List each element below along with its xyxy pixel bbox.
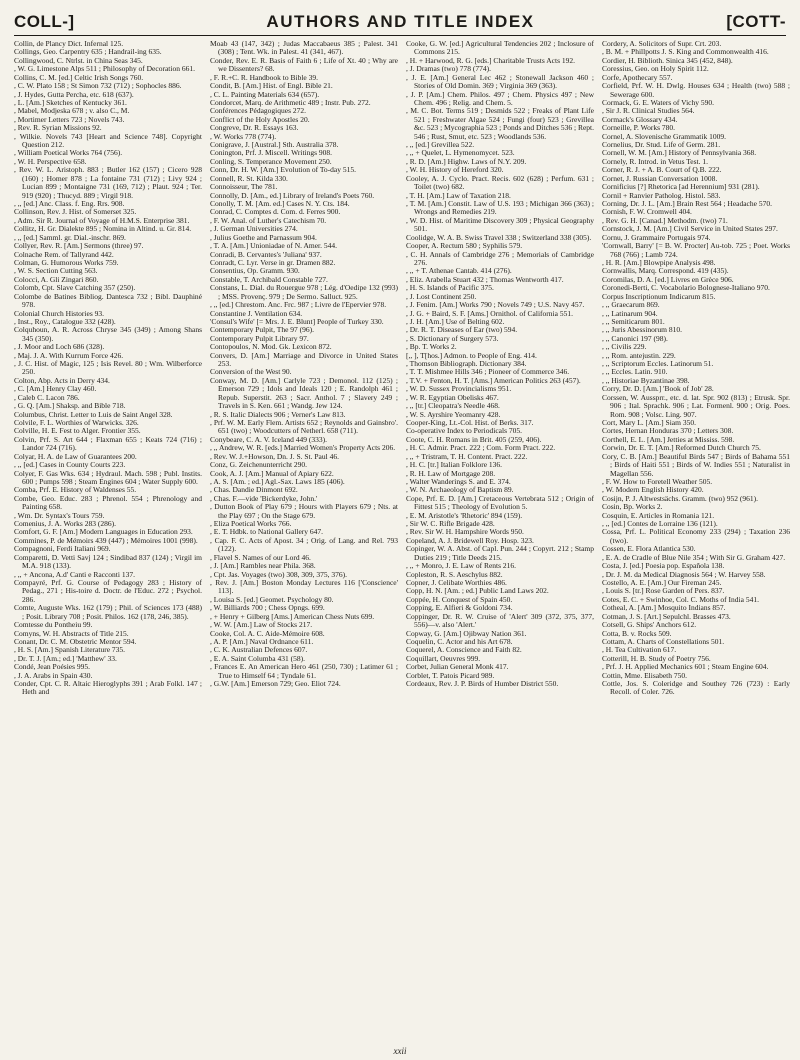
index-entry: Conradi, B. Cervantes's 'Juliana' 937. [210, 249, 322, 259]
index-entry: , Mortimer Letters 723 ; Novels 743. [14, 114, 125, 124]
index-entry: Copp, H. N. [Am. ; ed.] Public Land Laws 202. [406, 586, 549, 596]
index-entry: Colton, Abp. Acts in Derry 434. [14, 375, 110, 385]
index-entry: , C. L. Painting Materials 634 (657). [210, 89, 320, 99]
index-entry: , Rev. J. [Am.] Boston Monday Lectures 116 ['Conscience' 113]. [210, 578, 398, 596]
index-entry: Cornwallis, Marq. Correspond. 419 (435). [602, 266, 729, 276]
index-entry: Cosin, Bp. Works 2. [602, 502, 663, 512]
index-entry: , R. S. Italic Dialects 906 ; Verner's Law 813. [210, 409, 346, 419]
index-entry: , ,, Civilis 229. [602, 342, 647, 352]
index-entry: Comparetti, D. Vetti Savj 124 ; Sindibad 837 (124) ; Virgil im M.A. 918 (133). [14, 552, 202, 571]
index-entry: Convers, D. [Am.] Marriage and Divorce in United States 253. [210, 350, 398, 369]
index-entry: Condé, Jean Poésies 995. [14, 662, 91, 672]
index-entry: , Dutton Book of Play 679 ; Hours with Players 679 ; Nts. at the Play 697 ; On the Stage 679. [210, 502, 398, 520]
index-entry: , ,, Andrew, W. R. [eds.] Married Women's Property Acts 206. [210, 443, 396, 453]
index-entry: Cotman, J. S. [Art.] Sepulchl. Brasses 473. [602, 611, 731, 621]
header-left: COLL-] [14, 12, 75, 31]
index-entry: , F. W. How to Foretell Weather 505. [602, 476, 713, 486]
index-entry: , G.W. [Am.] Emerson 729; Geo. Eliot 724. [210, 679, 341, 689]
index-entry: , Prf. W. M. Early Flem. Artists 652 ; Reynolds and Gainsbro'. 651 (two) ; Woodcutters of Netherl. 658 (711). [210, 417, 398, 436]
index-entry: Condorcet, Marq. de Arithmetic 489 ; Instr. Pub. 272. [210, 97, 371, 107]
index-entry: , Rev. Sir W. H. Hampshire Words 950. [406, 527, 524, 537]
index-entry: , T. T. Mishmee Hills 346 ; Pioneer of Commerce 346. [406, 367, 570, 377]
index-entry: , Flavel S. Names of our Lord 46. [210, 552, 311, 562]
index-entry: , ,, [ed.] Anc. Class. f. Eng. Rrs. 908. [14, 199, 125, 209]
index-entry: Co-operative Index to Periodicals 705. [406, 426, 523, 436]
index-entry: , C. H. Annals of Cambridge 276 ; Memorials of Cambridge 276. [406, 249, 594, 267]
index-entry: Corwin, Dr. E. T. [Am.] Reformed Dutch Church 75. [602, 443, 761, 453]
index-entry: Copleston, R. S. Aeschylus 882. [406, 569, 503, 579]
index-entry: Cornelius, Dr. Stud. Life of Germ. 281. [602, 140, 721, 150]
index-entry: Cossa, Prf. L. Political Economy 233 (294) ; Taxation 236 (two). [602, 527, 790, 545]
index-entry: , ,, [ed.] Grevillea 522. [406, 140, 475, 150]
index-entry: , Eliz. Arabella Stuart 432 ; Thomas Wentworth 417. [406, 274, 564, 284]
index-entry: Cornell, W. M. [Am.] History of Pennsylvania 368. [602, 148, 757, 158]
index-entry: Congreve, Dr. R. Essays 163. [210, 123, 299, 133]
index-entry: , Rev. G. H. [Canad.] Methodm. (two) 71. [602, 215, 728, 225]
index-entry: 'Consul's Wife' [= Mrs. J. E. Blunt] People of Turkey 330. [210, 316, 384, 326]
index-entry: , F. R.+C. R. Handbook to Bible 39. [210, 72, 319, 82]
index-entry: Colnache Rem. of Tallyrand 442. [14, 249, 114, 259]
index-entry: Consentius, Op. Gramm. 930. [210, 266, 300, 276]
index-entry: , J. German Universities 274. [210, 224, 298, 234]
index-entry: , L. [Am.] Sketches of Kentucky 361. [14, 97, 127, 107]
index-entry: Corssen, W. Aussprr., etc. d. lat. Spr. 902 (813) ; Etrusk. Spr. 906 ; Ital. Sprachk. 906 ; Lat. Formenl. 900 ; Orig. Poes. Rom. 908 ; Volsc. Ling. 907. [602, 392, 790, 419]
index-entry: Compagnoni, Ferdi Italiani 969. [14, 544, 111, 554]
index-entry: , Bp. T. Works 2. [406, 342, 457, 352]
index-entry: , ,, Historiae Byzantinae 398. [602, 375, 690, 385]
index-entry: Collings, Geo. Carpentry 635 ; Handrail-ing 635. [14, 47, 162, 57]
index-entry: , A. P. [Am.] Naval Ordnance 611. [210, 636, 314, 646]
index-entry: Colomb, Cpt. Slave Catching 357 (250). [14, 283, 136, 293]
index-entry: Cornificius [?] Rhetorica [ad Herennium] 931 (281). [602, 182, 760, 192]
index-entry: Costello, A. E. [Am.] Our Fireman 245. [602, 578, 722, 587]
index-entry: Colyer, F. Gas Wks. 634 ; Hydraul. Mach. 598 ; Publ. Instits. 600 ; Pumps 598 ; Steam Engines 604 ; Water Supply 600. [14, 468, 202, 486]
index-entry: , ,, Canonici 197 (98). [602, 333, 668, 343]
index-entry: Collinson, Rev. J. Hist. of Somerset 325. [14, 207, 137, 217]
index-entry: Cottle, Jos. S. Coleridge and Southey 726 (723) : Early Recoll. of Coler. 726. [602, 679, 790, 697]
page-number: xxii [393, 1046, 407, 1056]
index-entry: , S. Dictionary of Surgery 573. [406, 333, 499, 343]
index-entry: Colquhoun, A. R. Across Chryse 345 (349) ; Among Shans 345 (350). [14, 325, 202, 343]
index-entry: Copway, G. [Am.] Ojibway Nation 361. [406, 628, 527, 638]
index-entry: Condit, B. [Am.] Hist. of Engl. Bible 21. [210, 81, 333, 91]
index-entry: Cooke, Col. A. C. Aide-Mémoire 608. [210, 628, 325, 638]
index-entry: , ,, + Quelet, L. Hymenomycet. 523. [406, 148, 515, 158]
index-entry: Coolidge, W. A. B. Swiss Travel 338 ; Switzerland 338 (305). [406, 232, 592, 242]
index-entry: , C. [Am.] Henry Clay 460. [14, 384, 97, 394]
index-entry: Conant, Dr. C. M. Obstetric Mentor 594. [14, 636, 137, 646]
index-entry: , J. A. Arabs in Spain 430. [14, 670, 93, 680]
index-entry: , E. A. Saint Columba 431 (58). [210, 653, 305, 663]
index-entry: , J. Hydes, Gutta Percha, etc. 618 (637). [14, 89, 134, 99]
index-entry: , ,, Graecarum 869. [602, 300, 660, 310]
index-entry: , W. S. Ayrshire Yeomanry 428. [406, 409, 501, 419]
index-entry: Cornish, F. W. Cromwell 404. [602, 207, 692, 217]
index-entry: , Chas. F.—vide 'Bickerdyke, John.' [210, 493, 318, 503]
index-entry: Contemporary Pulpit Library 97. [210, 333, 309, 343]
index-entry: Conférences Pédagogiques 272. [210, 106, 307, 116]
index-entry: Cormack, G. E. Waters of Vichy 590. [602, 97, 714, 107]
index-entry: Cornet, J. Russian Conversation 1008. [602, 173, 718, 183]
index-entry: , Wilkie. Novels 743 [Heart and Science 748]. Copyright Question 212. [14, 131, 202, 150]
index-entry: Corneille, P. Works 780. [602, 123, 676, 133]
index-entry: , B. M. + Phillpotts J. S. King and Commonwealth 416. [602, 47, 769, 57]
index-entry: Comenius, J. A. Works 283 (286). [14, 519, 116, 529]
index-entry: , Caleb C. Lacon 786. [14, 392, 80, 402]
index-entry: Copner, J. Celibate Worthies 486. [406, 578, 507, 587]
index-entry: Contopoulos, N. Mod. Gk. Lexicon 872. [210, 342, 332, 352]
index-entry: Constable, T. Archibald Constable 727. [210, 274, 328, 284]
index-entry: Colocci, A. Gli Zingari 860. [14, 274, 99, 284]
index-entry: , H. R. [Am.] Blowpipe Analysis 498. [602, 257, 716, 267]
index-entry: , + Henry + Gilberg [Ams.] American Chess Nuts 699. [210, 611, 375, 621]
index-entry: Connolly, D. [Am., ed.] Library of Ireland's Poets 760. [210, 190, 375, 200]
index-entry: , J. E. [Am.] General Lec 462 ; Stonewall Jackson 460 ; Stories of Old Domin. 369 ; Virginia 369 (363). [406, 72, 594, 91]
index-entry: , Dr. T. J. [Am.; ed.] 'Matthew' 33. [14, 653, 117, 663]
index-entry: Corthell, E. L. [Am.] Jetties at Mississ. 598. [602, 434, 735, 444]
index-entry: Colonial Church Histories 93. [14, 308, 104, 318]
index-entry: Cotes, E. C. + Swinhoe, Col. C. Moths of India 541. [602, 594, 759, 604]
index-entry: , W. Works 778 (774). [210, 131, 277, 141]
index-entry: Cossen, E. Flora Atlantica 530. [602, 544, 696, 554]
index-entry: , E. M. Aristotle's 'Rhetoric' 894 (159). [406, 510, 523, 520]
index-entry: Corner, R. J. + A. B. Court of Q.B. 222. [602, 165, 722, 175]
index-entry: , M. C. Bot. Terms 519 ; Desmids 522 ; Freaks of Plant Life 521 ; Freshwater Algae 524 ; Fungi (four) 523 ; Grevillea &c. 523 ; Mycographia 523 ; Ponds and Ditches 536 ; Rept. 546 ; Rust, Smut, etc. 523 ; Woodlands 536. [406, 106, 594, 141]
index-entry: , J. Lost Continent 250. [406, 291, 477, 301]
index-entry: Conder, Cpt. C. R. Altaic Hieroglyphs 391 ; Arab Folkl. 147 ; Heth and [14, 679, 202, 697]
index-entry: Coote, C. H. Romans in Brit. 405 (259, 406). [406, 434, 542, 444]
index-entry: , E. T. Hdbk. to National Gallery 647. [210, 527, 324, 537]
index-entry: , Dr. R. T. Diseases of Ear (two) 594. [406, 325, 518, 335]
index-entry: , R. H. Law of Mortgage 208. [406, 468, 496, 478]
index-entry: Combe, Geo. Educ. 283 ; Phrenol. 554 ; Phrenology and Painting 658. [14, 493, 202, 512]
index-columns [14, 40, 790, 1040]
index-entry: , Mabel, Modjeska 678 ; v. also C., M. [14, 106, 130, 116]
index-entry: , H. C. Admir. Pract. 222 ; Com. Form Pract. 222. [406, 443, 556, 453]
index-entry: , Adm. Sir R. Journal of Voyage of H.M.S. Enterprise 381. [14, 215, 190, 225]
index-entry: Conflict of the Holy Apostles 20. [210, 114, 310, 124]
index-entry: Contemporary Pulpit, The 97 (96). [210, 325, 315, 335]
index-entry: Coressius, Geo. on Holy Spirit 112. [602, 64, 709, 74]
index-entry: , Dr. J. M. da Medical Diagnosis 564 ; W. Harvey 558. [602, 569, 766, 579]
index-entry: , W. H. History of Hereford 320. [406, 165, 504, 175]
index-entry: , T. H. [Am.] Law of Taxation 218. [406, 190, 511, 200]
index-entry: Commines, P. de Mémoirs 439 (447) ; Mémoires 1001 (998). [14, 535, 198, 545]
index-entry: Cordeaux, Rev. J. P. Birds of Humber District 550. [406, 679, 559, 689]
index-entry: Cottin, Mme. Elisabeth 750. [602, 670, 687, 680]
index-entry: Cooper, A. Rectum 580 ; Syphilis 579. [406, 241, 523, 251]
index-entry: , T. M. [Am.] Constit. Law of U.S. 193 ; Michigan 366 (363) ; Wrongs and Remedies 219. [406, 199, 594, 217]
index-entry: Moab 43 (147, 342) ; Judas Maccabaeus 385 ; Palest. 341 (308) ; Tent. Wk. in Palest. 41 (341, 467). [210, 40, 398, 57]
index-column-3 [406, 40, 594, 1040]
index-entry: Conradt, C. Lyr. Verse in gr. Dramen 882. [210, 257, 336, 267]
index-entry: Conversion of the West 90. [210, 367, 292, 377]
index-entry: , ,, [ed.] Contes de Lorraine 136 (121). [602, 519, 718, 529]
index-entry: Cortes, Hernan Honduras 370 ; Letters 308. [602, 426, 734, 436]
index-entry: , Louis S. [tr.] Rose Garden of Pers. 837. [602, 586, 725, 596]
index-entry: , Sir W. C. Rifle Brigade 428. [406, 519, 495, 529]
index-entry: Corpus Inscriptionum Indicarum 815. [602, 291, 716, 301]
index-entry: Cordier, H. Biblioth. Sinica 345 (452, 848). [602, 55, 733, 65]
index-entry: Corbet, Julian General Monk 417. [406, 662, 509, 672]
index-entry: Cornstock, J. M. [Am.] Civil Service in United States 297. [602, 224, 778, 234]
index-entry: , W. S. Section Cutting 563. [14, 266, 98, 276]
index-entry: , H. S. Islands of Pacific 375. [406, 283, 494, 293]
index-entry: Coppinger, Dr. R. W. Cruise of 'Alert' 309 (372, 375, 377, 556)—v. also 'Alert.' [406, 611, 594, 630]
index-entry: Cope, Prf. E. D. [Am.] Cretaceous Vertebrata 512 ; Origin of Fittest 515 ; Theology of Evolution 5. [406, 493, 594, 512]
index-entry: , Prf. J. H. Applied Mechanics 601 ; Steam Engine 604. [602, 662, 769, 672]
index-entry: Conling, S. Temperance Movement 250. [210, 156, 332, 166]
index-entry: Cotta, B. v. Rocks 509. [602, 628, 672, 638]
index-entry: , Sir J. R. Clinical Studies 564. [602, 106, 695, 116]
index-entry: Connell, R. St. Kilda 330. [210, 173, 288, 183]
index-entry: Coquelin, C. Actor and his Art 678. [406, 636, 513, 646]
index-entry: , W. N. Archaeology of Baptism 89. [406, 485, 514, 495]
index-entry: Comba, Prf. E. History of Waldenses 55. [14, 485, 137, 495]
index-entry: Conigrave, J. [Austral.] Sth. Australia 378. [210, 140, 339, 150]
index-entry: , W. W. [Am.] Law of Stocks 217. [210, 620, 313, 630]
index-entry: Colyar, H. A. de Law of Guarantees 200. [14, 451, 137, 461]
index-entry: , W. Modern English History 420. [602, 485, 704, 495]
index-entry: , W. D. Sussex Provincialisms 951. [406, 384, 512, 394]
index-entry: , ,, Latinarum 904. [602, 308, 658, 318]
index-entry: Cotterill, H. B. Study of Poetry 756. [602, 653, 711, 663]
index-entry: , J. [Am.] Rambles near Phila. 368. [210, 561, 316, 571]
index-entry: , Cpt. Jas. Voyages (two) 308, 309, 375, 376). [210, 569, 348, 579]
index-entry: , A. S. [Am. ; ed.] Agl.-Sax. Laws 185 (406). [210, 476, 345, 486]
header-right: [COTT- [726, 12, 786, 31]
index-column-2 [210, 40, 398, 1040]
index-entry: , W. G. Limestone Alps 511 ; Philosophy of Decoration 661. [14, 64, 195, 74]
index-entry: , Wm. Dr. Syntax's Tours 759. [14, 510, 105, 520]
index-entry: Cook, A. J. [Am.] Manual of Apiary 622. [210, 468, 334, 478]
index-entry: , Rev. W. L. Aristoph. 883 ; Butler 162 (157) ; Cicero 928 (160) ; Homer 878 ; La fontaine 731 (712) ; Livy 924 ; Lucian 899 ; Montaigne 731 (169, 712) ; Plaut. 924 ; Ter. 919 (920) ; Thucyd. 889 ; Virgil 918. [14, 165, 202, 200]
index-entry: Coquillart, Oeuvres 999. [406, 653, 481, 663]
index-entry: , J. C. Hist. of Magic, 125 ; Isis Revel. 80 ; Wm. Wilberforce 250. [14, 359, 202, 377]
index-entry: Cory, C. B. [Am.] Beautiful Birds 547 ; Birds of Bahama 551 ; Birds of Haiti 551 ; Birds of W. Indies 551 ; Naturalist in Magellan 556. [602, 451, 790, 478]
index-entry: Columbus, Christ. Letter to Luis de Saint Angel 328. [14, 409, 173, 419]
index-entry: , Rev. R. Syrian Missions 92. [14, 123, 102, 133]
index-entry: Cordery, A. Solicitors of Supr. Crt. 203. [602, 40, 722, 48]
index-entry: Cornil + Ranvier Patholog. Histol. 583. [602, 190, 721, 200]
index-entry: , Louisa S. [ed.] Geomet. Psychology 80. [210, 594, 334, 604]
index-entry: Copeland, A. J. Bridewell Roy. Hosp. 323. [406, 535, 534, 545]
index-entry: Conolly, T. M. [Am. ed.] Cases N. Y. Cts. 184. [210, 199, 350, 209]
index-entry: , ,, + Ancona, A.d' Canti e Racconti 137. [14, 569, 135, 579]
index-entry: , W. H. Perspective 658. [14, 156, 87, 166]
index-entry: , ,, Eccles. Latin. 910. [602, 367, 668, 377]
index-entry: Corfe, Apothecary 557. [602, 72, 673, 82]
index-entry: Conder, Rev. E. R. Basis of Faith 6 ; Life of Xt. 40 ; Why are we Dissenters? 68. [210, 55, 398, 74]
index-entry: , C. K. Australian Defences 607. [210, 645, 308, 655]
index-entry: , Julius Goethe and Parnassum 904. [210, 232, 317, 242]
index-entry: Conn, Dr. H. W. [Am.] Evolution of To-day 515. [210, 165, 356, 175]
index-entry: , J. Dramas (two) 778 (774). [406, 64, 491, 74]
index-entry: , F. W. Anal. of Luther's Catechism 70. [210, 215, 327, 225]
index-entry: , ,, [ed.] Cases in County Courts 223. [14, 460, 126, 470]
index-entry: 'Cornwall, Barry' [= B. W. Procter] Au-tob. 725 ; Poet. Works 768 (766) ; Lamb 724. [602, 241, 790, 259]
index-entry: , Thomson Bibliograph. Dictionary 384. [406, 359, 527, 369]
index-entry: Copinger, W. A. Abst. of Capl. Pun. 244 ; Copyrt. 212 ; Stamp Duties 219 ; Title Deeds 215. [406, 544, 594, 562]
index-entry: , ,, Juris Abessinorum 810. [602, 325, 683, 335]
index-entry: Costa, J. [ed.] Poesia pop. Española 138. [602, 561, 725, 571]
index-entry: Colvile, F. L. Worthies of Warwicks. 326. [14, 417, 139, 427]
index-entry: Conrad, C. Comptes d. Com. d. Ferres 900. [210, 207, 341, 217]
index-entry: Compayré, Prf. G. Course of Pedagogy 283 ; History of Pedag., 271 ; His-toire d. Doctr. de l'Educ. 272 ; Psychol. 286. [14, 578, 202, 604]
index-entry: , H. + Harwood, R. G. [eds.] Charitable Trusts Acts 192. [406, 55, 576, 65]
index-entry: Collin, de Plancy Dict. Infernal 125. [14, 40, 124, 48]
index-entry: , W. Billiards 700 ; Chess Opngs. 699. [210, 603, 325, 613]
index-entry: Comte, Auguste Wks. 162 (179) ; Phil. of Sciences 173 (488) ; Posit. Library 708 ; Posit. Philos. 162 (178, 246, 385). [14, 603, 202, 621]
index-entry: , J. Fenim. [Am.] Works 790 ; Novels 749 ; U.S. Navy 457. [406, 300, 585, 310]
index-entry: Colvin, Prf. S. Art 644 ; Flaxman 655 ; Keats 724 (716) ; Landor 724 (716). [14, 434, 202, 453]
index-entry: Corry, Dr. D. [Am.] 'Book of Job' 28. [602, 384, 714, 394]
index-entry: Cotheal, A. [Am.] Mosquito Indians 857. [602, 603, 726, 613]
index-entry: , Frances E. An American Hero 461 (250, 730) ; Latimer 61 ; True to Himself 64 ; Tyndale 61. [210, 662, 398, 680]
index-entry: , T. A. [Am.] Unioniadae of N. Amer. 544. [210, 241, 337, 251]
index-entry: , Inst., Roy., Catalogue 332 (428). [14, 316, 116, 326]
index-entry: Constans, L. Dial. du Rouergue 978 ; Lég. d'Oedipe 132 (993) ; MSS. Provenç. 979 ; De Sermo. Salluct. 925. [210, 283, 398, 301]
index-entry: , J. P. [Am.] Chem. Philos. 497 ; Chem. Physics 497 ; New Chem. 496 ; Relig. and Chem. 5. [406, 89, 594, 107]
index-entry: Cornel, A. Slovenische Grammatik 1009. [602, 131, 726, 141]
index-entry: Cormack's Glossary 434. [602, 114, 678, 124]
index-entry: , ,, [ed.] Samml. gr. Dial.-inschr. 869. [14, 232, 126, 242]
index-entry: Cornu, J. Grammaire Portugais 974. [602, 232, 711, 242]
index-entry: Conington, Prf. J. Miscell. Writings 908. [210, 148, 333, 158]
index-entry: , Maj. J. A. With Kurrum Force 426. [14, 350, 124, 360]
index-entry: Collingwood, C. Ntrlst. in China Seas 345. [14, 55, 143, 65]
index-entry: , ,, [tr.] Cleopatra's Needle 468. [406, 401, 500, 411]
index-entry: Cort, Mary L. [Am.] Siam 350. [602, 417, 696, 427]
index-entry: , ,, + T. Athenae Cantab. 414 (276). [406, 266, 512, 276]
index-entry: , ,, Scriptorum Eccles. Latinorum 51. [602, 359, 714, 369]
index-entry: , William Poetical Works 764 (756). [14, 148, 123, 158]
index-entry: Comfort, G. F. [Am.] Modern Languages in Education 293. [14, 527, 193, 537]
index-entry: Cooper-King, Lt.-Col. Hist. of Berks. 317. [406, 417, 534, 427]
index-entry: Cornely, R. Introd. in Vetus Test. 1. [602, 156, 708, 166]
index-entry: , H. Tea Cultivation 617. [602, 645, 677, 655]
index-entry: Corblet, T. Patois Picard 989. [406, 670, 495, 680]
index-entry: Collins, C. M. [ed.] Celtic Irish Songs 760. [14, 72, 144, 82]
index-entry: Colombe de Batines Bibliog. Dantesca 732 ; Bibl. Dauphiné 978. [14, 291, 202, 310]
index-entry: , Walter Wanderings S. and E. 374. [406, 476, 511, 486]
index-entry: Cotsell, G. Ships' Anchors 612. [602, 620, 697, 630]
index-entry: Comyns, W. H. Abstracts of Title 215. [14, 628, 129, 638]
index-entry: Cooley, A. J. Cyclo. Pract. Recis. 602 (628) ; Perfum. 631 ; Toilet (two) 682. [406, 173, 594, 192]
index-entry: , T.V. + Fenton, H. T. [Ams.] American Politics 263 (457). [406, 375, 581, 385]
index-entry: , E. A. de Cradle of Blue Nile 354 ; With Sir G. Graham 427. [602, 552, 786, 562]
index-entry: Connoisseur, The 781. [210, 182, 278, 192]
index-entry: Coromilas, D. A. [ed.] Livres en Grèce 906. [602, 274, 734, 284]
index-entry: Cooke, G. W. [ed.] Agricultural Tendencies 202 ; Inclosure of Commons 215. [406, 40, 594, 57]
index-entry: , ,, + Tristram, T. H. Content. Pract. 222. [406, 451, 528, 461]
header-title: AUTHORS AND TITLE INDEX [266, 12, 535, 31]
index-entry: Conz, G. Zeichenunterricht 290. [210, 460, 308, 470]
index-entry: Colman, G. Humorous Works 759. [14, 257, 119, 267]
index-entry: , J. G. + Baird, S. F. [Ams.] Ornithol. of California 551. [406, 308, 573, 318]
index-entry: [,, ], T[hos.] Admon. to People of Eng. 414. [406, 350, 537, 360]
index-entry: , J. Moor and Loch 686 (328). [14, 342, 105, 352]
index-entry: Collyer, Rev. R. [Am.] Sermons (three) 97. [14, 241, 144, 251]
index-entry: Conybeare, C. A. V. Iceland 449 (333). [210, 434, 327, 444]
index-entry: Cosijn, P. J. Altwestsächs. Gramm. (two) 952 (961). [602, 493, 759, 503]
index-entry: , R. D. [Am.] Highw. Laws of N.Y. 209. [406, 156, 527, 166]
index-entry: Conway, M. D. [Am.] Carlyle 723 ; Demonol. 112 (125) ; Emerson 729 ; Idols and Ideals 120 ; E. Randolph 461 ; Repub. Superstit. 263 ; Sacr. Anthol. 7 ; Slavery 249 ; Travels in S. Ken. 661 ; Wandg. Jew 124. [210, 375, 398, 411]
index-entry: Comtesse du Pontheiu 99. [14, 620, 93, 630]
page-header [14, 6, 786, 36]
index-entry: , W. R. Egyptian Obelisks 467. [406, 392, 499, 402]
index-entry: , G. Q. [Am.] Shaksp. and Bible 718. [14, 401, 126, 411]
index-entry: Coppée, H. Conquest of Spain 450. [406, 594, 513, 604]
index-entry: , ,, + Monro, J. E. Law of Rents 216. [406, 561, 517, 571]
index-entry: , ,, Rom. antejustin. 229. [602, 350, 676, 360]
index-entry: , W. D. Hist. of Maritime Discovery 309 ; Physical Geography 501. [406, 215, 594, 234]
index-entry: Coquerel, A. Conscience and Faith 82. [406, 645, 522, 655]
index-entry: Cottam, A. Charts of Constellations 501. [602, 636, 725, 646]
index-column-4 [602, 40, 790, 1040]
index-entry: , Rev. W. J.+Howson, Dn. J. S. St. Paul 46. [210, 451, 339, 461]
index-column-1 [14, 40, 202, 1040]
index-entry: , C. W. Plato 158 ; St Simon 732 (712) ; Sophocles 886. [14, 81, 182, 91]
index-entry: Colville, H. E. Fest to Alger. Frontier 355. [14, 426, 141, 436]
index-entry: , ,, [ed.] Chrestom. Anc. Frc. 987 ; Livre de l'Epervier 978. [210, 300, 387, 310]
index-entry: , Cap. F. C. Acts of Apost. 34 ; Orig. of Lang. and Rel. 793 (122). [210, 535, 398, 554]
index-entry: , H. C. [tr.] Italian Folklore 136. [406, 460, 503, 470]
index-entry: Cosquin, E. Articles in Romania 121. [602, 510, 715, 520]
index-entry: , ,, Semiticarum 801. [602, 316, 665, 326]
index-entry: Constantine J. Ventilation 634. [210, 308, 303, 318]
index-entry: Corning, Dr. J. L. [Am.] Brain Rest 564 ; Headache 570. [602, 199, 772, 209]
index-entry: Coronedi-Berti, C. Vocabolario Bolognese-Italiano 970. [602, 283, 770, 293]
index-entry: , J. H. [Am.] Use of Belting 602. [406, 316, 505, 326]
index-entry: , H. S. [Am.] Spanish Literature 735. [14, 645, 126, 655]
index-entry: Copping, E. Alfieri & Goldoni 734. [406, 603, 513, 613]
index-entry: , Chas. Dandie Dinmont 692. [210, 485, 298, 495]
index-entry: Corfield, Prf. W. H. Dwlg. Houses 634 ; Health (two) 588 ; Sewerage 600. [602, 81, 790, 99]
index-entry: , Eliza Poetical Works 766. [210, 519, 292, 529]
index-entry: Collitz, H. Gr. Dialekte 895 ; Nomina in Altind. u. Gr. 814. [14, 224, 192, 234]
